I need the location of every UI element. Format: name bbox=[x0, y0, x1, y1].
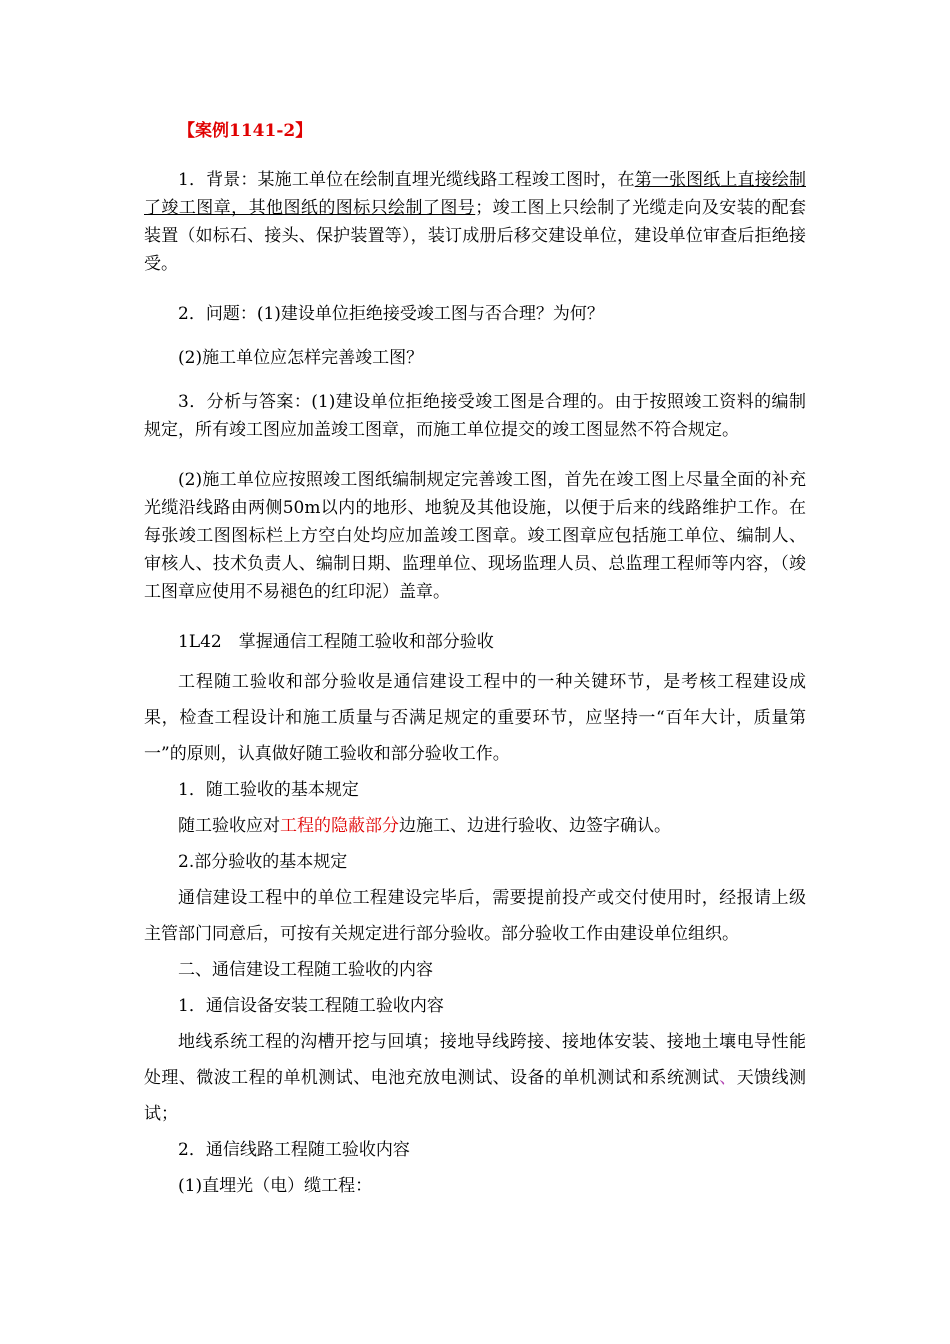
question-1: 2．问题：(1)建设单位拒绝接受竣工图与否合理？为何？ bbox=[178, 304, 604, 324]
sub1-title: 1．通信设备安装工程随工验收内容 bbox=[178, 996, 444, 1016]
spacer bbox=[144, 656, 806, 664]
document-page bbox=[144, 118, 806, 1204]
spacer bbox=[144, 606, 806, 628]
item2-title: 2.部分验收的基本规定 bbox=[178, 852, 348, 872]
spacer bbox=[144, 444, 806, 466]
spacer bbox=[144, 328, 806, 344]
item1-prefix: 随工验收应对 bbox=[178, 816, 280, 836]
background-prefix: 1．背景：某施工单位在绘制直埋光缆线路工程竣工图时，在 bbox=[178, 170, 635, 190]
sub2-title: 2．通信线路工程随工验收内容 bbox=[178, 1140, 410, 1160]
item2-body: 通信建设工程中的单位工程建设完毕后，需要提前投产或交付使用时，经报请上级主管部门同意后，可按有关规定进行部分验收。部分验收工作由建设单位组织。 bbox=[144, 888, 806, 944]
case-title: 【案例1141-2】 bbox=[178, 121, 313, 141]
spacer bbox=[144, 144, 806, 166]
spacer bbox=[144, 372, 806, 388]
sub1-body bbox=[144, 1024, 806, 1132]
sub1-body-suffix: 天馈线测试； bbox=[144, 1068, 807, 1124]
spacer bbox=[144, 278, 806, 300]
question-2: (2)施工单位应怎样完善竣工图？ bbox=[178, 348, 424, 368]
background-underlined: 第一张图纸上直接绘制了竣工图章，其他图纸的图标只绘制了图号 bbox=[144, 170, 806, 218]
item1-highlight: 工程的隐蔽部分 bbox=[280, 816, 399, 836]
sub1-body-mark: 、 bbox=[719, 1068, 737, 1088]
section-intro: 工程随工验收和部分验收是通信建设工程中的一种关键环节，是考核工程建设成果，检查工程设计和施工质量与否满足规定的重要环节，应坚持一“百年大计，质量第一”的原则，认真做好随工验收和部分验收工作。 bbox=[144, 672, 806, 764]
sub2-item1: (1)直埋光（电）缆工程： bbox=[178, 1176, 373, 1196]
section-heading: 1L42 掌握通信工程随工验收和部分验收 bbox=[178, 632, 494, 652]
answer-1: 3．分析与答案：(1)建设单位拒绝接受竣工图是合理的。由于按照竣工资料的编制规定，所有竣工图应加盖竣工图章，而施工单位提交的竣工图显然不符合规定。 bbox=[144, 392, 806, 440]
background-suffix: ；竣工图上只绘制了光缆走向及安装的配套装置（如标石、接头、保护装置等），装订成册后移交建设单位，建设单位审查后拒绝接受。 bbox=[144, 198, 807, 274]
answer-2: (2)施工单位应按照竣工图纸编制规定完善竣工图，首先在竣工图上尽量全面的补充光缆沿线路由两侧50m以内的地形、地貌及其他设施，以便于后来的线路维护工作。在每张竣工图图标栏上方空白处均应加盖竣工图章。竣工图章应包括施工单位、编制人、审核人、技术负责人、编制日期、监理单位、现场监理人员、总监理工程师等内容，（竣工图章应使用不易褪色的红印泥）盖章。 bbox=[144, 470, 806, 602]
background-paragraph bbox=[144, 166, 806, 278]
item1-body bbox=[144, 808, 806, 844]
part2-title: 二、通信建设工程随工验收的内容 bbox=[178, 960, 433, 980]
item1-suffix: 边施工、边进行验收、边签字确认。 bbox=[399, 816, 671, 836]
item1-title: 1．随工验收的基本规定 bbox=[178, 780, 359, 800]
sub1-body-prefix: 地线系统工程的沟槽开挖与回填；接地导线跨接、接地体安装、接地土壤电导性能处理、微波工程的单机测试、电池充放电测试、设备的单机测试和系统测试 bbox=[144, 1032, 806, 1088]
